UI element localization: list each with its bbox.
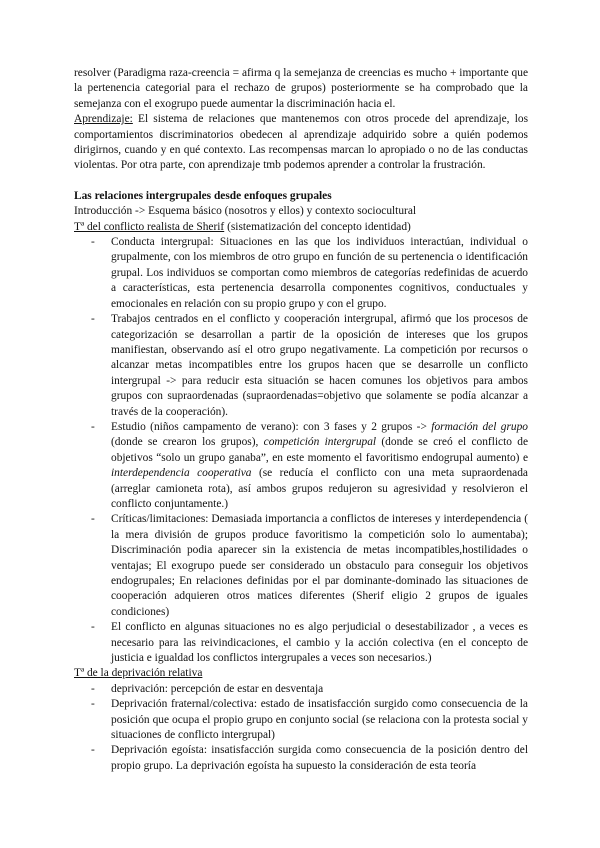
- list-item-text: Deprivación fraternal/colectiva: estado de insatisfacción surgido como consecuencia de la posición que ocupa el propio grupo en conjunto social (se relaciona con la protesta social y situaciones de conflicto intergrupal): [111, 698, 528, 742]
- aprendizaje-label: Aprendizaje:: [74, 113, 133, 126]
- aprendizaje-paragraph: [74, 112, 528, 174]
- bullet-dash: -: [91, 513, 95, 526]
- sherif-list: [74, 235, 528, 666]
- list-item-text: (donde se creó el conflicto de objetivos “solo un grupo ganaba”, en este momento el favoritismo endogrupal aumento) e: [111, 436, 528, 464]
- bullet-dash: -: [91, 236, 95, 249]
- bullet-dash: -: [91, 621, 95, 634]
- phase-competicion: competición intergrupal: [263, 436, 377, 449]
- deprivacion-label: Tª de la deprivación relativa: [74, 667, 203, 680]
- list-item-text: Deprivación egoísta: insatisfacción surgida como consecuencia de la posición dentro del propio grupo. La deprivación egoísta ha supuesto la consideración de esta teoría: [111, 744, 528, 772]
- list-item-text: Estudio (niños campamento de verano): con 3 fases y 2 grupos ->: [111, 420, 432, 433]
- list-item: [74, 620, 528, 666]
- sherif-label-suffix: (sistematización del concepto identidad): [224, 220, 411, 233]
- list-item-text: (donde se crearon los grupos),: [111, 436, 264, 449]
- intro-line: Introducción -> Esquema básico (nosotros y ellos) y contexto sociocultural: [74, 205, 417, 218]
- document-page: [74, 66, 528, 774]
- list-item-text: Trabajos centrados en el conflicto y cooperación intergrupal, afirmó que los procesos de categorización se desarrollan a partir de la oposición de intereses que los grupos manifiestan, observando así el otro grupo negativamente. La competición por recursos o alcanzar metas incompatibles entre los grupos hacen que se desarrolle un conflicto intergrupal -> para reducir esta situación se hacen comunes los objetivos para ambos grupos con supraordenadas (supraordenadas=objetivo que solamente se podía alcanzar a través de la cooperación).: [111, 313, 528, 418]
- list-item: [74, 420, 528, 512]
- list-item-text: Críticas/limitaciones: Demasiada importancia a conflictos de intereses y interdependencia ( la mera división de grupos produce favoritismo la competición solo lo aumentaba); Discriminación podia aparecer sin la existencia de metas incompatibles,hostilidades o ventajas; El exogrupo puede ser considerado un obstaculo para conseguir los objetivos endogrupales; En relaciones definidas por el par dominante-dominado las situaciones de cooperación adquieren otros matices diferentes (Sherif eligio 2 grupos de iguales condiciones): [111, 513, 528, 618]
- list-item: [74, 512, 528, 620]
- list-item-text: (se reducía el conflicto con una meta supraordenada (arreglar camioneta rota), así ambos grupos redujeron su agresividad y resolvieron el conflicto conjuntamente.): [111, 467, 528, 510]
- phase-formacion: formación del grupo: [431, 420, 528, 433]
- intro-paragraph: resolver (Paradigma raza-creencia = afirma q la semejanza de creencias es mucho + importante que la pertenencia categorial para el rechazo de grupos) posteriormente se ha comprobado que la semejanza con el exogrupo puede aumentar la discriminación hacia el.: [74, 67, 528, 110]
- list-item-text: El conflicto en algunas situaciones no es algo perjudicial o desestabilizador , a veces es necesario para las reivindicaciones, el cambio y la acción colectiva (en el concepto de justicia e igualdad los conflictos intergrupales a veces son necesarios.): [111, 621, 528, 665]
- bullet-dash: -: [91, 313, 95, 326]
- bullet-dash: -: [91, 682, 95, 695]
- list-item: [74, 743, 528, 774]
- bullet-dash: -: [91, 744, 95, 757]
- list-item: [74, 697, 528, 743]
- deprivacion-heading: [74, 666, 528, 681]
- list-item-text: deprivación: percepción de estar en desventaja: [111, 682, 324, 695]
- list-item-text: Conducta intergrupal: Situaciones en las que los individuos interactúan, individual o grupalmente, con los miembros de otro grupo en función de su pertenencia o identificación grupal. Los individuos se comportan como miembros de categorías redefinidas de acuerdo a características, esta pertenencia desarrolla componentes cognitivos, conductuales y emocionales en relación con su propio grupo y con el grupo.: [111, 236, 528, 310]
- aprendizaje-text: El sistema de relaciones que mantenemos con otros procede del aprendizaje, los comportamientos discriminatorios obedecen al aprendizaje adquirido sobre a quién podemos dirigirnos, cuando y en qué contexto. Las recompensas marcan lo apropiado o no de las conductas violentas. Por otra parte, con aprendizaje tmb podemos aprender a controlar la frustración.: [74, 113, 528, 172]
- deprivacion-list: [74, 682, 528, 774]
- list-item: [74, 312, 528, 420]
- section-heading: Las relaciones intergrupales desde enfoques grupales: [74, 189, 332, 202]
- bullet-dash: -: [91, 698, 95, 711]
- spacer: [74, 174, 528, 189]
- list-item: [74, 235, 528, 312]
- phase-interdependencia: interdependencia cooperativa: [111, 467, 252, 480]
- sherif-heading: [74, 220, 528, 235]
- sherif-label: Tª del conflicto realista de Sherif: [74, 220, 225, 233]
- bullet-dash: -: [91, 420, 95, 433]
- list-item: [74, 682, 528, 697]
